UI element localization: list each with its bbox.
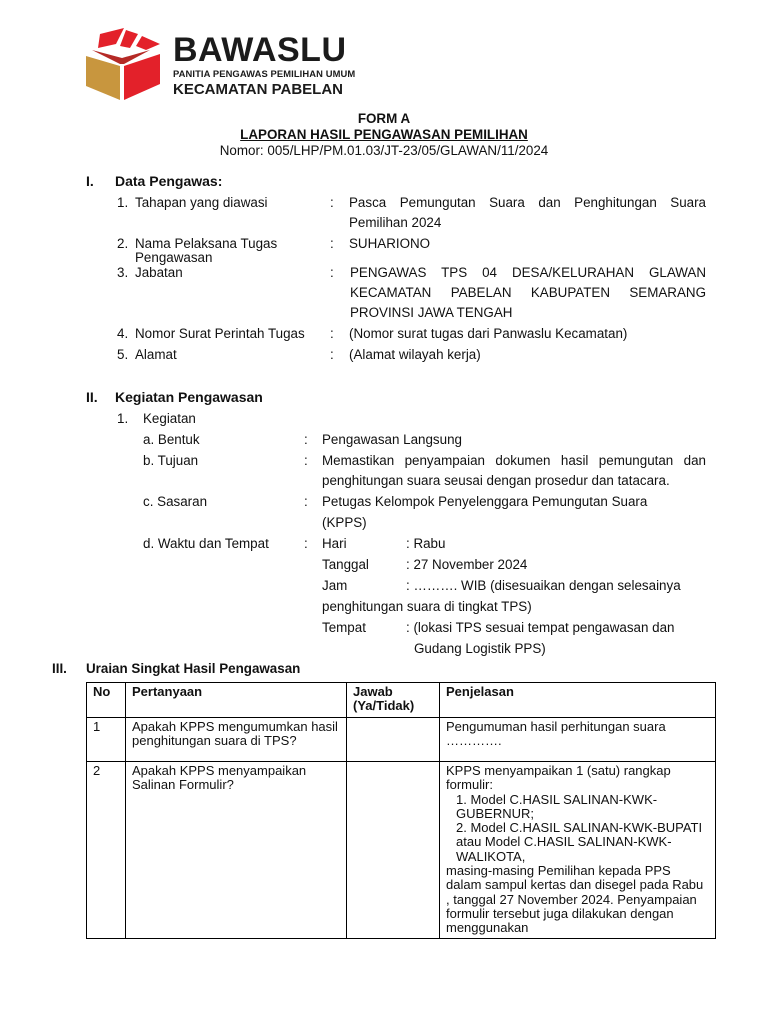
brand-kecamatan: KECAMATAN PABELAN — [173, 81, 343, 98]
report-title: LAPORAN HASIL PENGAWASAN PEMILIHAN — [240, 127, 528, 142]
row-jawab[interactable] — [347, 718, 440, 762]
row-penjelasan: Pengumuman hasil perhitungan suara …………. — [440, 718, 716, 762]
sub-label: Kegiatan — [143, 411, 196, 426]
tujuan-value-cont: penghitungan suara seusai dengan prosedur dan tatacara. — [322, 473, 670, 488]
section-2-number: II. — [86, 389, 98, 405]
colon: : — [304, 536, 308, 551]
brand-name: BAWASLU — [173, 31, 347, 69]
waktu-label: d. Waktu dan Tempat — [143, 536, 269, 551]
jam-label: Jam — [322, 578, 348, 593]
bentuk-value: Pengawasan Langsung — [322, 432, 462, 447]
colon: : — [304, 432, 308, 447]
item-value: (Nomor surat tugas dari Panwaslu Kecamatan) — [349, 326, 628, 341]
header-jawab-line2: (Ya/Tidak) — [353, 698, 415, 714]
item-number: 3. — [117, 265, 129, 280]
report-number: Nomor: 005/LHP/PM.01.03/JT-23/05/GLAWAN/11/2024 — [219, 143, 549, 158]
row-jawab[interactable] — [347, 762, 440, 939]
sasaran-label: c. Sasaran — [143, 494, 208, 509]
bawaslu-logo — [86, 28, 162, 100]
tanggal-value: : 27 November 2024 — [406, 557, 528, 572]
sasaran-value: Petugas Kelompok Penyelenggara Pemungutan Suara — [322, 494, 648, 509]
penjelasan-intro: KPPS menyampaikan 1 (satu) rangkap formulir: — [446, 763, 671, 793]
tempat-value-cont: Gudang Logistik PPS) — [414, 641, 546, 656]
item-colon: : — [330, 347, 334, 362]
item-number: 5. — [117, 347, 129, 362]
item-value-cont: Pemilihan 2024 — [349, 215, 442, 230]
penjelasan-item-1: 1. Model C.HASIL SALINAN-KWK-GUBERNUR; — [456, 791, 658, 821]
section-1-number: I. — [86, 173, 94, 189]
item-number: 1. — [117, 195, 129, 210]
row-penjelasan — [440, 762, 716, 939]
item-label: Nomor Surat Perintah Tugas — [135, 326, 305, 341]
section-3-heading: Uraian Singkat Hasil Pengawasan — [86, 661, 301, 676]
brand-subtitle: PANITIA PENGAWAS PEMILIHAN UMUM — [173, 68, 356, 79]
hari-label: Hari — [322, 536, 347, 551]
section-2-heading: Kegiatan Pengawasan — [115, 389, 263, 405]
item-value: PENGAWAS TPS 04 DESA/KELURAHAN GLAWAN — [350, 265, 706, 280]
item-label: Jabatan — [135, 265, 183, 280]
item-label: Nama Pelaksana Tugas — [135, 236, 278, 251]
sub-number: 1. — [117, 411, 129, 426]
colon: : — [304, 494, 308, 509]
row-pertanyaan: Apakah KPPS menyampaikan Salinan Formulir? — [126, 762, 347, 939]
item-colon: : — [330, 265, 334, 280]
item-value: Pasca Pemungutan Suara dan Penghitungan Suara — [349, 195, 706, 210]
jam-value: : ………. WIB (disesuaikan dengan selesainya — [406, 578, 681, 593]
tanggal-label: Tanggal — [322, 557, 369, 572]
row-pertanyaan: Apakah KPPS mengumumkan hasil penghitungan suara di TPS? — [126, 718, 347, 762]
header-penjelasan: Penjelasan — [440, 683, 716, 718]
tujuan-value: Memastikan penyampaian dokumen hasil pemungutan dan — [322, 453, 706, 468]
hari-value: : Rabu — [406, 536, 446, 551]
item-label-cont: Pengawasan — [135, 250, 213, 265]
penjelasan-item-2: 2. Model C.HASIL SALINAN-KWK-BUPATI atau Model C.HASIL SALINAN-KWK-WALIKOTA, — [456, 820, 703, 864]
item-value-cont: KECAMATAN PABELAN KABUPATEN SEMARANG — [350, 285, 706, 300]
tempat-label: Tempat — [322, 620, 366, 635]
tujuan-label: b. Tujuan — [143, 453, 199, 468]
results-table — [86, 682, 716, 939]
item-colon: : — [330, 236, 334, 251]
brand-block — [173, 33, 355, 98]
header-jawab — [347, 683, 440, 718]
jam-value-cont: penghitungan suara di tingkat TPS) — [322, 599, 532, 614]
header-no: No — [87, 683, 126, 718]
tempat-value: : (lokasi TPS sesuai tempat pengawasan dan — [406, 620, 675, 635]
bentuk-label: a. Bentuk — [143, 432, 200, 447]
header-pertanyaan: Pertanyaan — [126, 683, 347, 718]
table-header-row — [87, 683, 716, 718]
form-title: FORM A — [357, 111, 411, 126]
table-row — [87, 762, 716, 939]
colon: : — [304, 453, 308, 468]
item-value-cont: PROVINSI JAWA TENGAH — [350, 305, 513, 320]
row-no: 1 — [87, 718, 126, 762]
item-number: 2. — [117, 236, 129, 251]
item-number: 4. — [117, 326, 129, 341]
item-value: SUHARIONO — [349, 236, 431, 251]
item-label: Tahapan yang diawasi — [135, 195, 268, 210]
table-row — [87, 718, 716, 762]
item-colon: : — [330, 195, 334, 210]
section-1-heading: Data Pengawas: — [115, 173, 223, 189]
item-value: (Alamat wilayah kerja) — [349, 347, 481, 362]
penjelasan-rest: masing-masing Pemilihan kepada PPS dalam sampul kertas dan disegel pada Rabu , tanggal 27 November 2024. Penyampaian formulir tersebut juga dilakukan dengan menggunakan — [446, 863, 704, 936]
item-colon: : — [330, 326, 334, 341]
section-3-number: III. — [52, 661, 67, 676]
row-no: 2 — [87, 762, 126, 939]
item-label: Alamat — [135, 347, 177, 362]
header-jawab-line1: Jawab — [353, 684, 393, 699]
sasaran-value-cont: (KPPS) — [322, 515, 367, 530]
